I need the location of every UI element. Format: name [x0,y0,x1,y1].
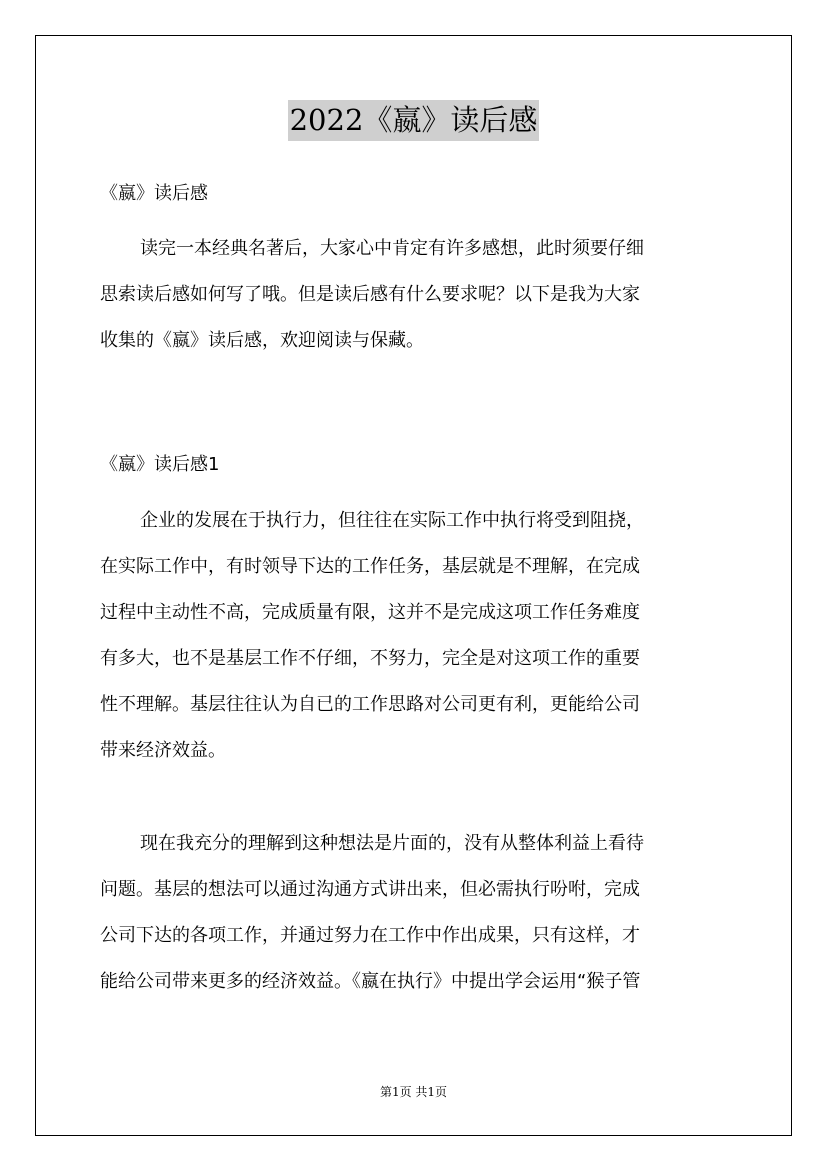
page-footer: 第1页 共1页 [379,1085,448,1099]
paragraph-line: 读完一本经典名著后，大家心中肯定有许多感想，此时须要仔细 [140,238,644,259]
section-heading: 《嬴》读后感1 [100,454,220,475]
body-paragraph [100,498,740,774]
paragraph-line: 带来经济效益。 [100,740,226,761]
title-wrapper [0,100,827,141]
paragraph-line: 企业的发展在于执行力，但往往在实际工作中执行将受到阻挠， [140,510,644,531]
section-heading: 《嬴》读后感 [100,183,208,204]
paragraph-line: 有多大，也不是基层工作不仔细，不努力，完全是对这项工作的重要 [100,648,640,669]
paragraph-line: 在实际工作中，有时领导下达的工作任务，基层就是不理解，在完成 [100,556,640,577]
paragraph-line: 性不理解。基层往往认为自已的工作思路对公司更有利，更能给公司 [100,694,640,715]
paragraph-line: 公司下达的各项工作，并通过努力在工作中作出成果，只有这样，才 [100,925,640,946]
paragraph-line: 思索读后感如何写了哦。但是读后感有什么要求呢？以下是我为大家 [100,284,640,305]
document-title: 2022《嬴》读后感 [288,100,540,141]
paragraph-line: 问题。基层的想法可以通过沟通方式讲出来，但必需执行吩咐，完成 [100,879,640,900]
body-paragraph [100,821,740,1005]
paragraph-line: 现在我充分的理解到这种想法是片面的，没有从整体利益上看待 [140,833,644,854]
paragraph-line: 能给公司带来更多的经济效益。《嬴在执行》中提出学会运用“猴子管 [100,971,641,992]
paragraph-line: 收集的《嬴》读后感，欢迎阅读与保藏。 [100,330,424,351]
paragraph-line: 过程中主动性不高，完成质量有限，这并不是完成这项工作任务难度 [100,602,640,623]
intro-paragraph [100,226,740,364]
